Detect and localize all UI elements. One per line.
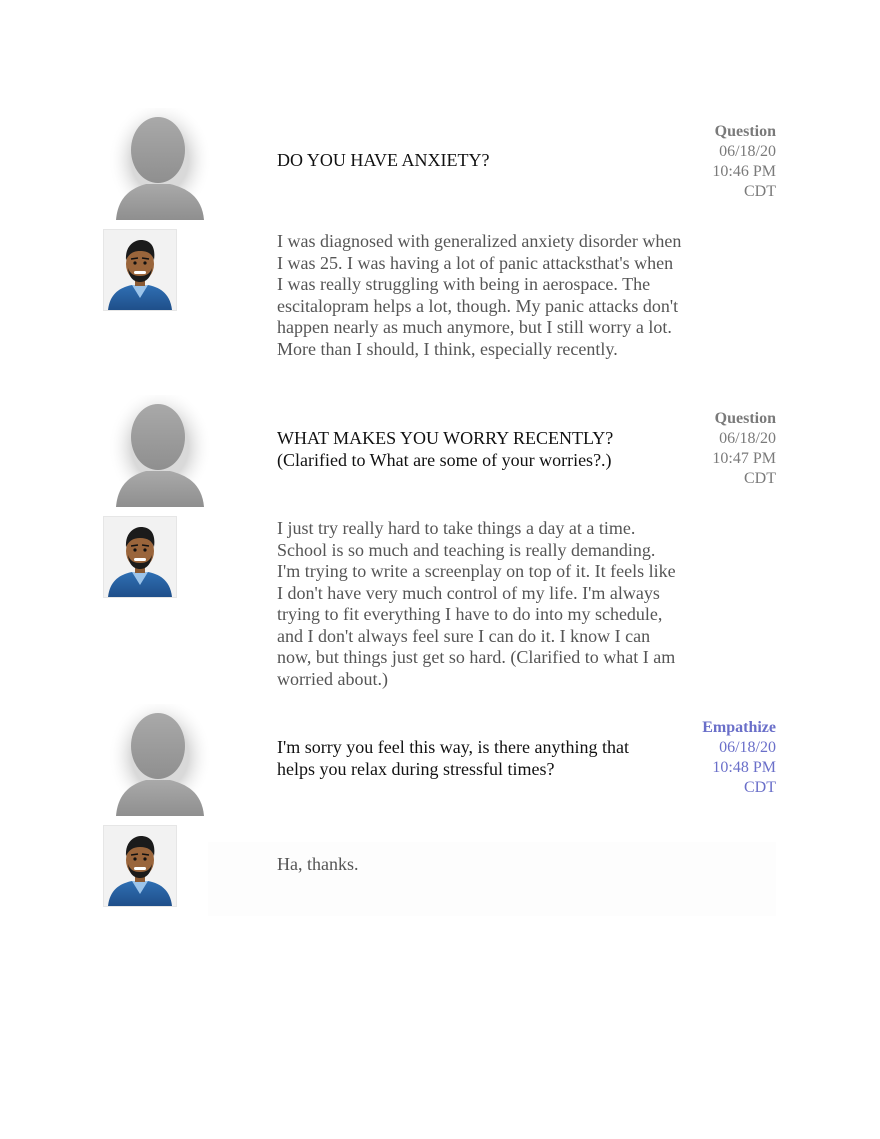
question-text: I'm sorry you feel this way, is there anything that helps you relax during stressful times? xyxy=(277,737,629,779)
message-meta xyxy=(690,409,776,489)
message-type-label: Empathize xyxy=(702,719,776,736)
answer-text: Ha, thanks. xyxy=(277,854,359,874)
message-meta xyxy=(690,122,776,202)
message-timezone: CDT xyxy=(744,183,776,200)
message-timezone: CDT xyxy=(744,470,776,487)
message-date: 06/18/20 xyxy=(719,739,776,756)
message-type-label: Question xyxy=(714,123,776,140)
answer-text: I was diagnosed with generalized anxiety disorder when I was 25. I was having a lot of panic attacksthat's when I was really struggling with being in aerospace. The escitalopram helps a lot, though. My panic attacks don't happen nearly as much anymore, but I still worry a lot. More than I should, I think, especially recently. xyxy=(277,231,682,359)
message-timezone: CDT xyxy=(744,779,776,796)
student-avatar-icon xyxy=(103,825,177,907)
generic-user-silhouette-icon xyxy=(110,108,214,220)
student-avatar-icon xyxy=(103,229,177,311)
answer-text: I just try really hard to take things a day at a time. School is so much and teaching is really demanding. I'm trying to write a screenplay on top of it. It feels like I don't have very much control of my life. I'm always trying to fit everything I have to do into my schedule, and I don't always feel sure I can do it. I know I can now, but things just get so hard. (Clarified to what I am worried about.) xyxy=(277,518,676,689)
message-date: 06/18/20 xyxy=(719,430,776,447)
question-text: DO YOU HAVE ANXIETY? xyxy=(277,150,490,170)
student-avatar-icon xyxy=(103,516,177,598)
question-text: WHAT MAKES YOU WORRY RECENTLY? (Clarified to What are some of your worries?.) xyxy=(277,428,614,470)
message-time: 10:46 PM xyxy=(712,163,776,180)
message-type-label: Question xyxy=(714,410,776,427)
message-meta xyxy=(690,718,776,798)
message-time: 10:47 PM xyxy=(712,450,776,467)
generic-user-silhouette-icon xyxy=(110,395,214,507)
message-date: 06/18/20 xyxy=(719,143,776,160)
generic-user-silhouette-icon xyxy=(110,704,214,816)
message-time: 10:48 PM xyxy=(712,759,776,776)
